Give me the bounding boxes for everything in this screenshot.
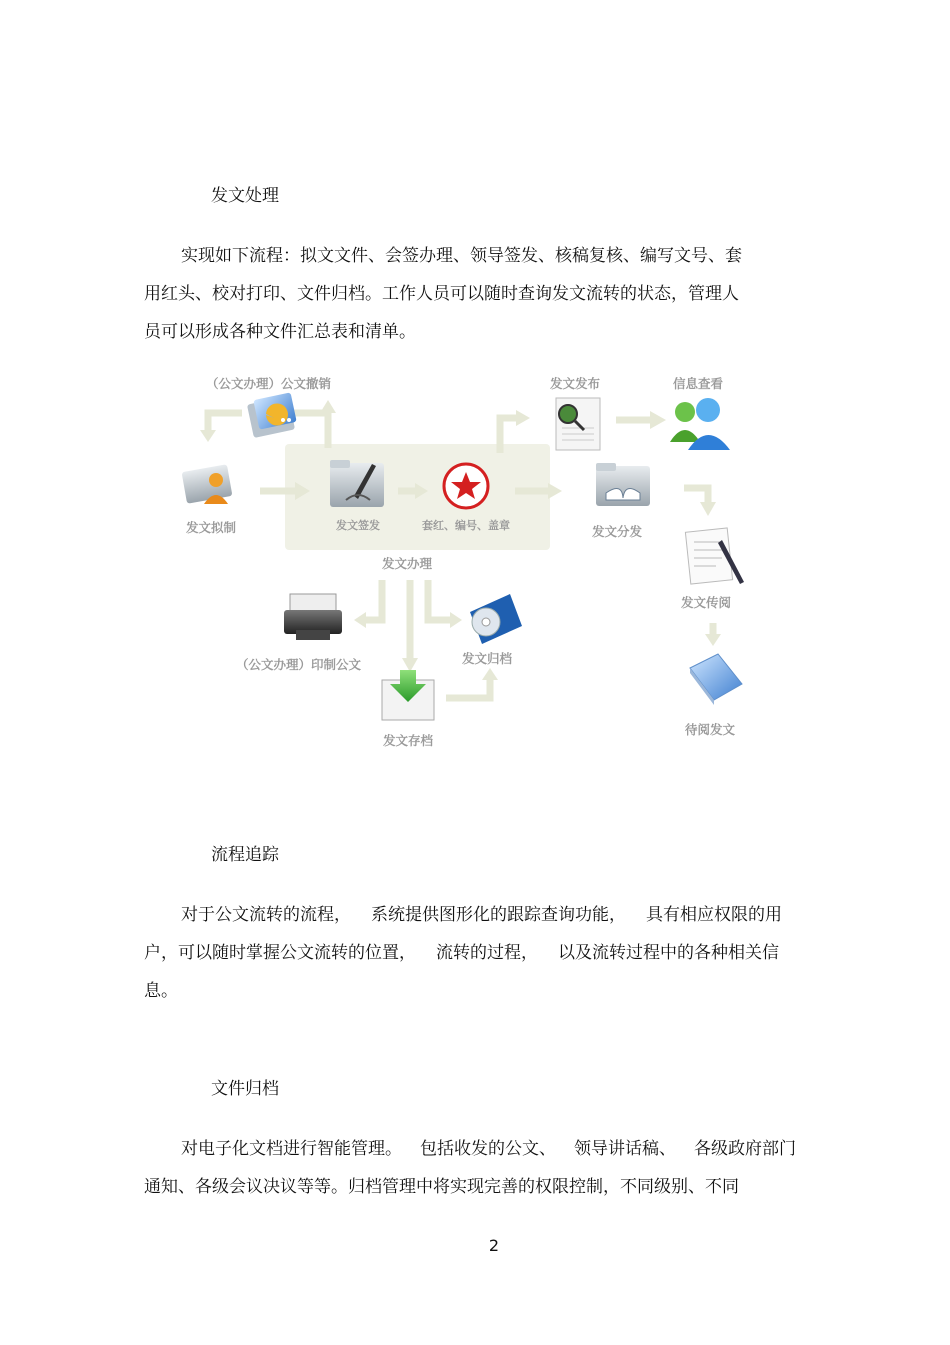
label-publish: 发文发布 — [550, 376, 601, 391]
label-revoke: （公文办理）公文撤销 — [206, 376, 332, 391]
sign-icon — [330, 460, 384, 507]
revoke-icon — [247, 392, 297, 438]
info-view-icon — [670, 398, 730, 450]
archive-disc-icon — [470, 594, 522, 644]
label-archive: 发文归档 — [462, 651, 513, 666]
printer-icon — [284, 594, 342, 640]
text-segment: 包括收发的公文、 — [420, 1139, 556, 1159]
text-segment: 具有相应权限的用 — [646, 905, 782, 925]
paragraph-tracking — [144, 896, 804, 1010]
text-segment: 以及流转过程中的各种相关信 — [558, 943, 779, 963]
publish-icon — [556, 398, 600, 450]
text-line — [144, 896, 804, 934]
heading-archive: 文件归档 — [211, 1079, 279, 1099]
text-line — [144, 934, 804, 972]
label-handle: 发文办理 — [382, 556, 433, 571]
store-icon — [382, 670, 434, 720]
circulate-icon — [685, 528, 744, 584]
text-segment: 对电子化文档进行智能管理。 — [181, 1139, 402, 1159]
text-line: 通知、各级会议决议等等。归档管理中将实现完善的权限控制，不同级别、不同 — [144, 1177, 739, 1197]
text-segment: 对于公文流转的流程， — [181, 905, 351, 925]
text-line — [144, 1130, 804, 1168]
label-pending: 待阅发文 — [685, 722, 736, 737]
page-number: 2 — [488, 1236, 500, 1255]
paragraph-send-doc — [144, 237, 804, 351]
text-line: 息。 — [144, 981, 178, 1001]
label-draft: 发文拟制 — [186, 520, 237, 535]
text-line: 员可以形成各种文件汇总表和清单。 — [144, 322, 416, 342]
stamp-icon — [444, 464, 488, 508]
text-segment: 领导讲话稿、 — [574, 1139, 676, 1159]
paragraph-archive — [144, 1130, 804, 1206]
text-line: 用红头、校对打印、文件归档。工作人员可以随时查询发文流转的状态，管理人 — [144, 284, 739, 304]
label-stamp: 套红、编号、盖章 — [422, 519, 510, 532]
heading-tracking: 流程追踪 — [211, 845, 279, 865]
text-segment: 户，可以随时掌握公文流转的位置， — [144, 943, 416, 963]
text-segment: 流转的过程， — [436, 943, 538, 963]
text-segment: 各级政府部门 — [694, 1139, 796, 1159]
distribute-icon — [596, 463, 650, 506]
label-store: 发文存档 — [383, 733, 434, 748]
label-distribute: 发文分发 — [592, 524, 643, 539]
label-print: （公文办理）印制公文 — [236, 657, 362, 672]
heading-send-doc: 发文处理 — [211, 186, 279, 206]
send-doc-flow-diagram — [170, 368, 760, 758]
draft-icon — [182, 464, 233, 504]
pending-icon — [690, 654, 742, 705]
label-sign: 发文签发 — [336, 519, 380, 532]
text-line: 实现如下流程：拟文文件、会签办理、领导签发、核稿复核、编写文号、套 — [181, 246, 742, 266]
label-info-view: 信息查看 — [673, 376, 724, 391]
text-segment: 系统提供图形化的跟踪查询功能， — [371, 905, 626, 925]
label-circulate: 发文传阅 — [681, 595, 732, 610]
